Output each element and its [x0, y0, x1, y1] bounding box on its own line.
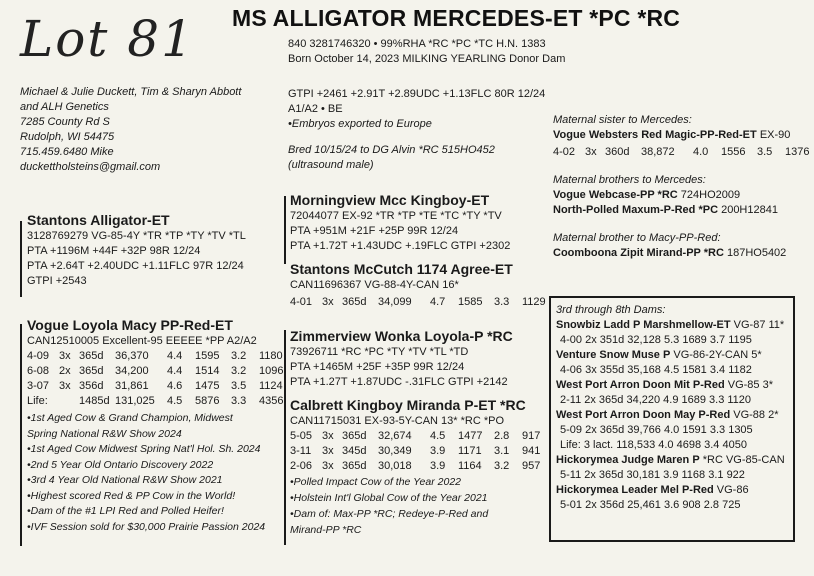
macy-brother-name: Coomboona Zipit Mirand-PP *RC [553, 247, 724, 259]
record-cell: 1475 [195, 380, 220, 392]
ancestor-dam-record: 5-09 2x 365d 39,766 4.0 1591 3.3 1305 [560, 424, 753, 436]
record-cell: 3.3 [231, 395, 247, 407]
record-cell: 38,872 [641, 146, 675, 158]
dam-name: Vogue Loyola Macy PP-Red-ET [27, 317, 233, 333]
sire-bracket [20, 221, 22, 297]
ancestor-dam-name-line [556, 453, 785, 468]
record-cell: 4.7 [430, 296, 446, 308]
maternal-brother-name: Vogue Webcase-PP *RC [553, 189, 678, 201]
record-cell: 3x [322, 430, 334, 442]
maternal-brother-code: 200H12841 [721, 204, 778, 216]
record-cell: 3.3 [494, 296, 510, 308]
sire-line: GTPI +2543 [27, 275, 87, 287]
record-row [27, 364, 291, 379]
gtpi-line: GTPI +2461 +2.91T +2.89UDC +1.13FLC 80R 12/24 [288, 88, 546, 100]
wonka-line: PTA +1465M +25F +35P 99R 12/24 [290, 361, 465, 373]
ancestor-dam-name-line [556, 483, 785, 498]
record-cell: 4-01 [290, 296, 313, 308]
wonka-block [290, 327, 513, 390]
record-row [290, 429, 554, 444]
dam-registration: CAN12510005 Excellent-95 EEEEE *PP A2/A2 [27, 335, 257, 347]
record-cell: 3x [585, 146, 597, 158]
miranda-note: •Polled Impact Cow of the Year 2022 [290, 476, 462, 488]
ancestor-dam-score: *RC VG-85-CAN [699, 454, 785, 466]
embryo-line: •Embryos exported to Europe [288, 118, 432, 130]
record-cell: 36,370 [115, 350, 149, 362]
ancestor-dam-name: West Port Arron Doon Mit P-Red [556, 379, 725, 391]
miranda-name: Calbrett Kingboy Miranda P-ET *RC [290, 397, 526, 413]
wonka-name: Zimmerview Wonka Loyola-P *RC [290, 328, 513, 344]
lot-number: Lot 81 [20, 10, 195, 68]
maternal-brother-code: 724HO2009 [680, 189, 741, 201]
miranda-note: •Dam of: Max-PP *RC; Redeye-P-Red and [290, 508, 489, 520]
macy-brother-heading: Maternal brother to Macy-PP-Red: [553, 232, 721, 244]
record-cell: 1129 [522, 296, 546, 308]
record-row [290, 459, 554, 474]
ancestor-dam-score: VG-87 11* [730, 319, 785, 331]
sire-block [27, 211, 246, 289]
record-cell: 1585 [458, 296, 483, 308]
record-cell: 365d [342, 430, 367, 442]
kingboy-name: Morningview Mcc Kingboy-ET [290, 192, 490, 208]
record-row [553, 145, 814, 160]
ancestor-dam-name: Hickorymea Leader Mel P-Red [556, 484, 714, 496]
miranda-block [290, 396, 554, 538]
record-cell: 345d [342, 445, 367, 457]
agree-record [290, 295, 554, 310]
record-cell: 3.2 [231, 365, 247, 377]
ancestor-dam-name: West Port Arron Doon May P-Red [556, 409, 731, 421]
record-cell: 31,861 [115, 380, 149, 392]
maternal-sister [553, 128, 814, 143]
record-cell: 3.5 [231, 380, 247, 392]
record-cell: Life: [27, 395, 48, 407]
dam-note: •2nd 5 Year Old Ontario Discovery 2022 [27, 458, 214, 471]
record-cell: 3.9 [430, 445, 446, 457]
record-cell: 4356 [259, 395, 284, 407]
kingboy-line: PTA +1.72T +1.43UDC +.19FLC GTPI +2302 [290, 240, 511, 252]
miranda-note: •Holstein Int'l Global Cow of the Year 2021 [290, 492, 488, 504]
record-cell: 1595 [195, 350, 220, 362]
record-cell: 1376 [785, 146, 810, 158]
record-cell: 1096 [259, 365, 284, 377]
owner-line: 715.459.6480 Mike [20, 146, 114, 158]
record-cell: 4-09 [27, 350, 50, 362]
record-cell: 3-07 [27, 380, 50, 392]
record-cell: 1477 [458, 430, 483, 442]
record-cell: 2-06 [290, 460, 313, 472]
genomic-info [288, 87, 545, 132]
maternal-brother-name: North-Polled Maxum-P-Red *PC [553, 204, 719, 216]
ancestor-dams-entries [556, 318, 785, 513]
ancestor-dam-score: VG-86 [713, 484, 749, 496]
miranda-note: Mirand-PP *RC [290, 524, 362, 536]
kingboy-line: PTA +951M +21F +25P 99R 12/24 [290, 225, 459, 237]
record-cell: 5876 [195, 395, 220, 407]
record-cell: 3.9 [430, 460, 446, 472]
record-row [290, 295, 554, 310]
record-cell: 4.6 [167, 380, 183, 392]
record-cell: 34,200 [115, 365, 149, 377]
record-cell: 4.4 [167, 350, 183, 362]
record-row [27, 379, 291, 394]
agree-block [290, 260, 554, 310]
ancestor-dam-name-line [556, 318, 785, 333]
kingboy-bracket [284, 196, 286, 264]
page-title: MS ALLIGATOR MERCEDES-ET *PC *RC [232, 5, 681, 31]
owner-line: 7285 County Rd S [20, 116, 110, 128]
record-row [290, 444, 554, 459]
dam-note: •3rd 4 Year Old National R&W Show 2021 [27, 474, 223, 486]
record-cell: 365d [342, 296, 367, 308]
record-cell: 1164 [458, 460, 482, 472]
record-cell: 1485d [79, 395, 110, 407]
ancestor-dam-score: VG-88 2* [730, 409, 779, 421]
record-cell: 30,349 [378, 445, 412, 457]
record-cell: 1180 [259, 350, 283, 362]
ancestor-dam-record: 5-11 2x 365d 30,181 3.9 1168 3.1 922 [560, 469, 745, 481]
maternal-block [553, 113, 814, 261]
dam-notes [27, 411, 291, 535]
ancestor-dam-name: Venture Snow Muse P [556, 349, 671, 361]
a2-line: A1/A2 • BE [288, 103, 343, 115]
kingboy-block [290, 191, 510, 254]
record-cell: 131,025 [115, 395, 155, 407]
dam-note: •1st Aged Cow Midwest Spring Nat'l Hol. Sh. 2024 [27, 443, 261, 455]
record-cell: 32,674 [378, 430, 412, 442]
record-cell: 4-02 [553, 146, 576, 158]
sire-line: 3128769279 VG-85-4Y *TR *TP *TY *TV *TL [27, 230, 246, 242]
miranda-notes [290, 474, 554, 538]
record-cell: 30,018 [378, 460, 412, 472]
dam-bracket [20, 324, 22, 546]
owner-email: duckettholsteins@gmail.com [20, 161, 161, 173]
record-cell: 365d [79, 350, 104, 362]
ancestor-dams-box [549, 296, 795, 542]
maternal-sister-score: EX-90 [759, 129, 791, 141]
dam-records [27, 349, 291, 409]
record-cell: 1124 [259, 380, 283, 392]
header-info [288, 37, 565, 67]
dam-note: •Dam of the #1 LPI Red and Polled Heifer! [27, 505, 224, 517]
ancestor-dam-score: VG-85 3* [724, 379, 773, 391]
miranda-records [290, 429, 554, 474]
record-cell: 3x [322, 445, 334, 457]
record-cell: 4.4 [167, 365, 183, 377]
kingboy-line: 72044077 EX-92 *TR *TP *TE *TC *TY *TV [290, 210, 502, 222]
record-cell: 5-05 [290, 430, 313, 442]
dam-note: •Highest scored Red & PP Cow in the World! [27, 489, 236, 502]
owner-line: Michael & Julie Duckett, Tim & Sharyn Abbott [20, 86, 242, 98]
macy-brother-code: 187HO5402 [726, 247, 787, 259]
dam-note: •1st Aged Cow & Grand Champion, Midwest [27, 412, 233, 424]
record-cell: 3x [322, 296, 334, 308]
registration-line: 840 3281746320 • 99%RHA *RC *PC *TC H.N. 1383 [288, 38, 546, 50]
sire-line: PTA +1196M +44F +32P 98R 12/24 [27, 245, 201, 257]
owner-contact [20, 85, 241, 175]
ancestor-dam-record: 4-06 3x 355d 35,168 4.5 1581 3.4 1182 [560, 364, 752, 376]
record-cell: 957 [522, 460, 541, 472]
macy-brother [553, 246, 814, 261]
record-cell: 3.2 [494, 460, 510, 472]
sire-line: PTA +2.64T +2.40UDC +1.11FLC 97R 12/24 [27, 260, 244, 272]
ancestor-dam-name-line [556, 378, 785, 393]
record-cell: 3.5 [757, 146, 773, 158]
miranda-registration: CAN11715031 EX-93-5Y-CAN 13* *RC *PO [290, 415, 505, 427]
maternal-brother [553, 203, 814, 218]
record-cell: 4.0 [693, 146, 709, 158]
bred-line-1: Bred 10/15/24 to DG Alvin *RC 515HO452 [288, 144, 495, 156]
ancestor-dam-name: Snowbiz Ladd P Marshmellow-ET [556, 319, 731, 331]
record-row [27, 349, 291, 364]
maternal-brothers-heading: Maternal brothers to Mercedes: [553, 174, 706, 186]
record-cell: 360d [605, 146, 630, 158]
bred-line-2: (ultrasound male) [288, 159, 374, 171]
record-cell: 3.1 [494, 445, 510, 457]
record-cell: 1514 [195, 365, 220, 377]
ancestor-dam-record: 2-11 2x 365d 34,220 4.9 1689 3.3 1120 [560, 394, 752, 406]
ancestor-dams-list [556, 303, 785, 513]
record-cell: 3x [59, 380, 71, 392]
record-cell: 3.2 [231, 350, 247, 362]
ancestor-dam-record: Life: 3 lact. 118,533 4.0 4698 3.4 4050 [560, 439, 747, 451]
record-cell: 2x [59, 365, 71, 377]
maternal-brother [553, 188, 814, 203]
ancestor-dam-score: VG-86-2Y-CAN 5* [670, 349, 762, 361]
born-line: Born October 14, 2023 MILKING YEARLING Donor Dam [288, 53, 566, 65]
record-cell: 4.5 [430, 430, 446, 442]
record-cell: 6-08 [27, 365, 50, 377]
dam-note: •IVF Session sold for $30,000 Prairie Passion 2024 [27, 520, 266, 533]
record-cell: 34,099 [378, 296, 412, 308]
record-cell: 356d [79, 380, 104, 392]
ancestor-dams-heading: 3rd through 8th Dams: [556, 304, 666, 316]
ancestor-dam-name-line [556, 348, 785, 363]
record-cell: 3x [322, 460, 334, 472]
record-cell: 2.8 [494, 430, 510, 442]
wonka-line: 73926711 *RC *PC *TY *TV *TL *TD [290, 346, 469, 358]
record-cell: 365d [342, 460, 367, 472]
record-cell: 4.5 [167, 395, 183, 407]
record-cell: 941 [522, 445, 541, 457]
owner-line: Rudolph, WI 54475 [20, 131, 115, 143]
ancestor-dam-name: Hickorymea Judge Maren P [556, 454, 700, 466]
record-cell: 1556 [721, 146, 746, 158]
wonka-line: PTA +1.27T +1.87UDC -.31FLC GTPI +2142 [290, 376, 508, 388]
maternal-sister-record [553, 145, 814, 160]
owner-line: and ALH Genetics [20, 101, 109, 113]
sire-name: Stantons Alligator-ET [27, 212, 170, 228]
record-cell: 1171 [458, 445, 482, 457]
dam-block [27, 316, 291, 535]
record-cell: 365d [79, 365, 104, 377]
record-row [27, 394, 291, 409]
agree-registration: CAN11696367 VG-88-4Y-CAN 16* [290, 279, 459, 291]
maternal-sister-heading: Maternal sister to Mercedes: [553, 114, 692, 126]
dam-note: Spring National R&W Show 2024 [27, 427, 182, 440]
record-cell: 3x [59, 350, 71, 362]
ancestor-dam-record: 5-01 2x 356d 25,461 3.6 908 2.8 725 [560, 499, 741, 511]
record-cell: 917 [522, 430, 541, 442]
ancestor-dam-record: 4-00 2x 351d 32,128 5.3 1689 3.7 1195 [560, 334, 752, 346]
ancestor-dam-name-line [556, 408, 785, 423]
record-cell: 3-11 [290, 445, 312, 457]
bred-info [288, 143, 495, 173]
agree-name: Stantons McCutch 1174 Agree-ET [290, 261, 513, 277]
maternal-sister-name: Vogue Websters Red Magic-PP-Red-ET [553, 129, 757, 141]
